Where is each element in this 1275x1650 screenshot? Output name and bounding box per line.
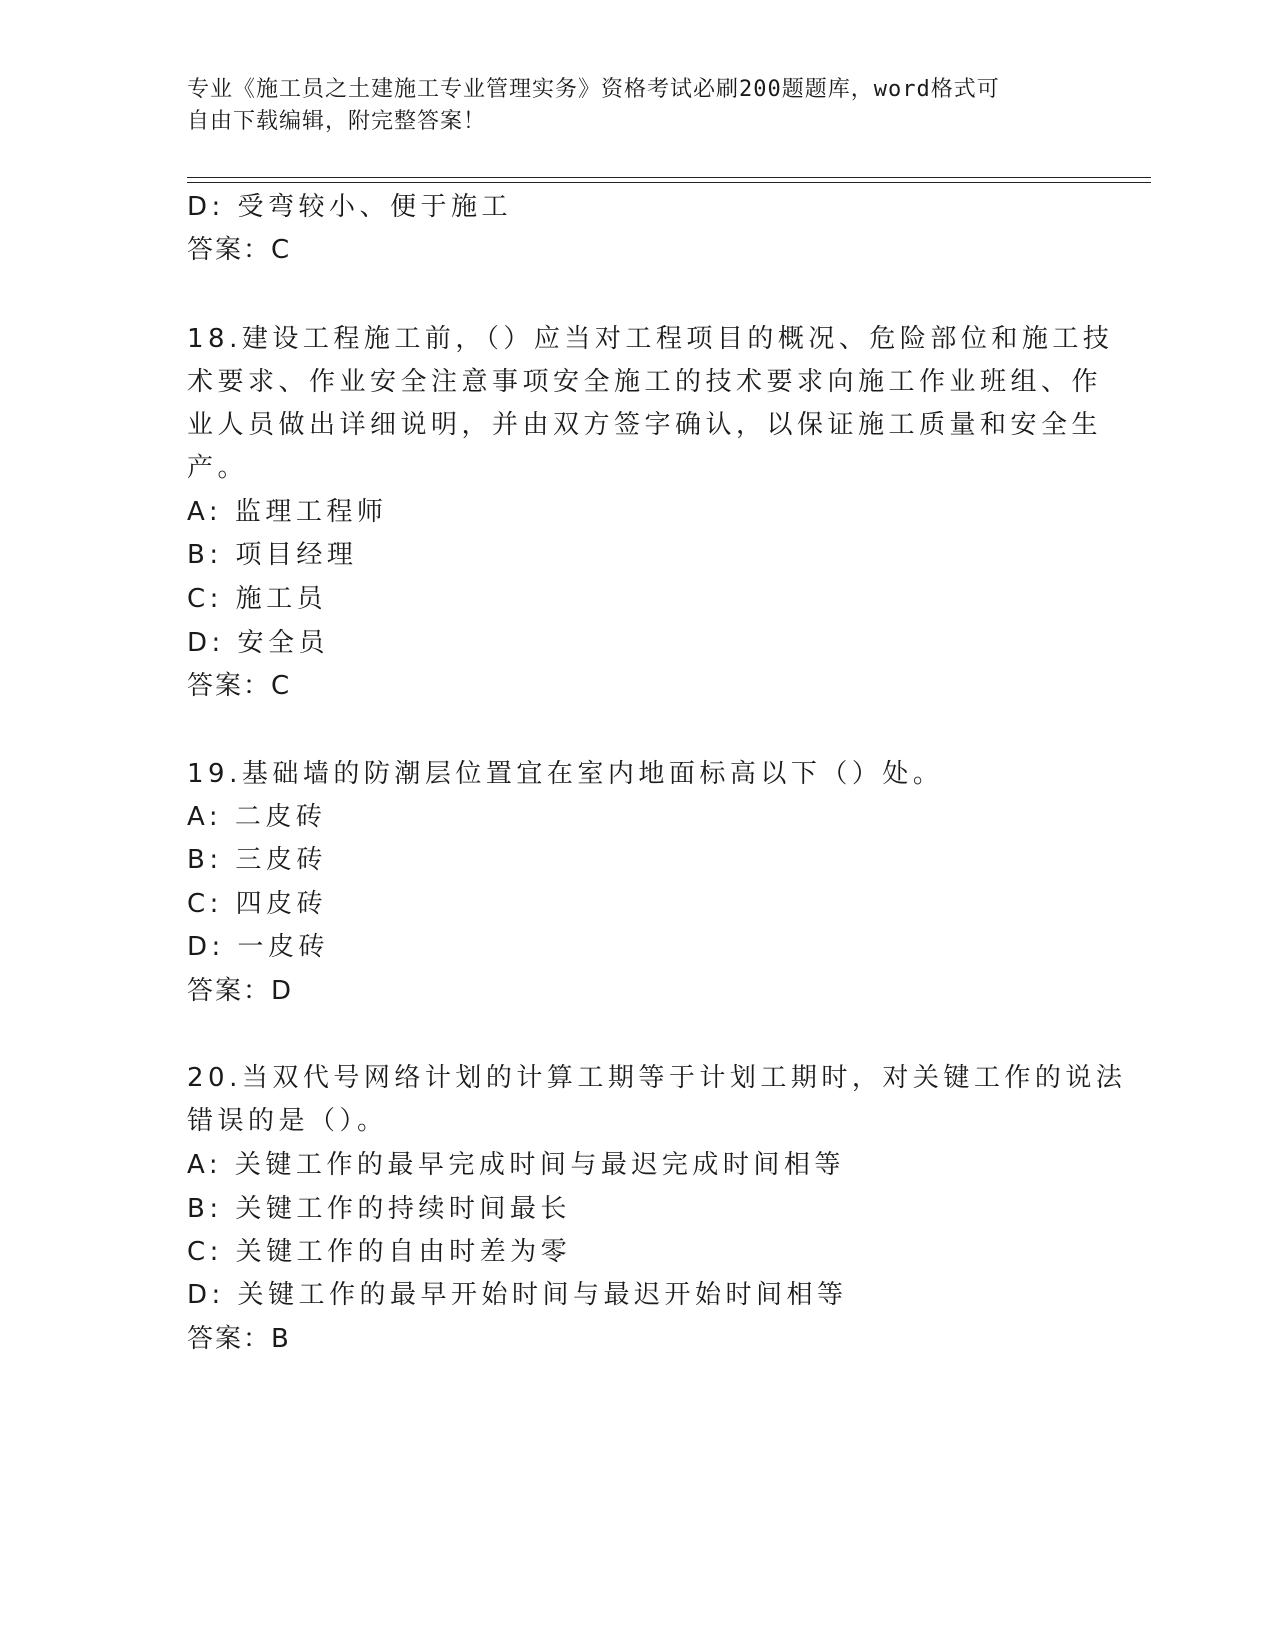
q20-stem-line-2: 错误的是（）。 — [187, 1106, 388, 1136]
header-title-line-1: 专业《施工员之土建施工专业管理实务》资格考试必刷200题题库，word格式可 — [187, 77, 1000, 102]
q19-option-d: D: 一皮砖 — [187, 932, 330, 962]
q20-option-c: C: 关键工作的自由时差为零 — [187, 1237, 572, 1267]
q20-option-a: A: 关键工作的最早完成时间与最迟完成时间相等 — [187, 1150, 845, 1180]
q19-option-c: C: 四皮砖 — [187, 889, 328, 919]
q18-option-c: C: 施工员 — [187, 584, 328, 614]
document-header — [187, 74, 1067, 138]
q19-answer: 答案：D — [187, 976, 294, 1006]
header-divider-bottom — [187, 182, 1151, 183]
q20-option-b: B: 关键工作的持续时间最长 — [187, 1194, 571, 1224]
q19-stem-line-1: 19.基础墙的防潮层位置宜在室内地面标高以下（）处。 — [187, 759, 944, 789]
prev-question-option-d: D: 受弯较小、便于施工 — [187, 192, 513, 222]
q20-option-d: D: 关键工作的最早开始时间与最迟开始时间相等 — [187, 1280, 848, 1310]
q19-option-b: B: 三皮砖 — [187, 845, 327, 875]
q18-option-b: B: 项目经理 — [187, 540, 358, 570]
q18-option-d: D: 安全员 — [187, 628, 330, 658]
q18-answer: 答案：C — [187, 671, 292, 701]
header-divider-top — [187, 177, 1151, 178]
header-title-line-2: 自由下载编辑，附完整答案！ — [187, 109, 487, 134]
q20-stem-line-1: 20.当双代号网络计划的计算工期等于计划工期时，对关键工作的说法 — [187, 1063, 1127, 1093]
q18-stem-line-1: 18.建设工程施工前，（）应当对工程项目的概况、危险部位和施工技 — [187, 324, 1114, 354]
q18-option-a: A: 监理工程师 — [187, 497, 388, 527]
q18-stem-line-2: 术要求、作业安全注意事项安全施工的技术要求向施工作业班组、作 — [187, 367, 1103, 397]
q18-stem-line-4: 产。 — [187, 453, 249, 483]
q19-option-a: A: 二皮砖 — [187, 802, 327, 832]
q20-answer: 答案：B — [187, 1324, 291, 1354]
prev-question-answer: 答案：C — [187, 235, 292, 265]
q18-stem-line-3: 业人员做出详细说明，并由双方签字确认，以保证施工质量和安全生 — [187, 410, 1103, 440]
